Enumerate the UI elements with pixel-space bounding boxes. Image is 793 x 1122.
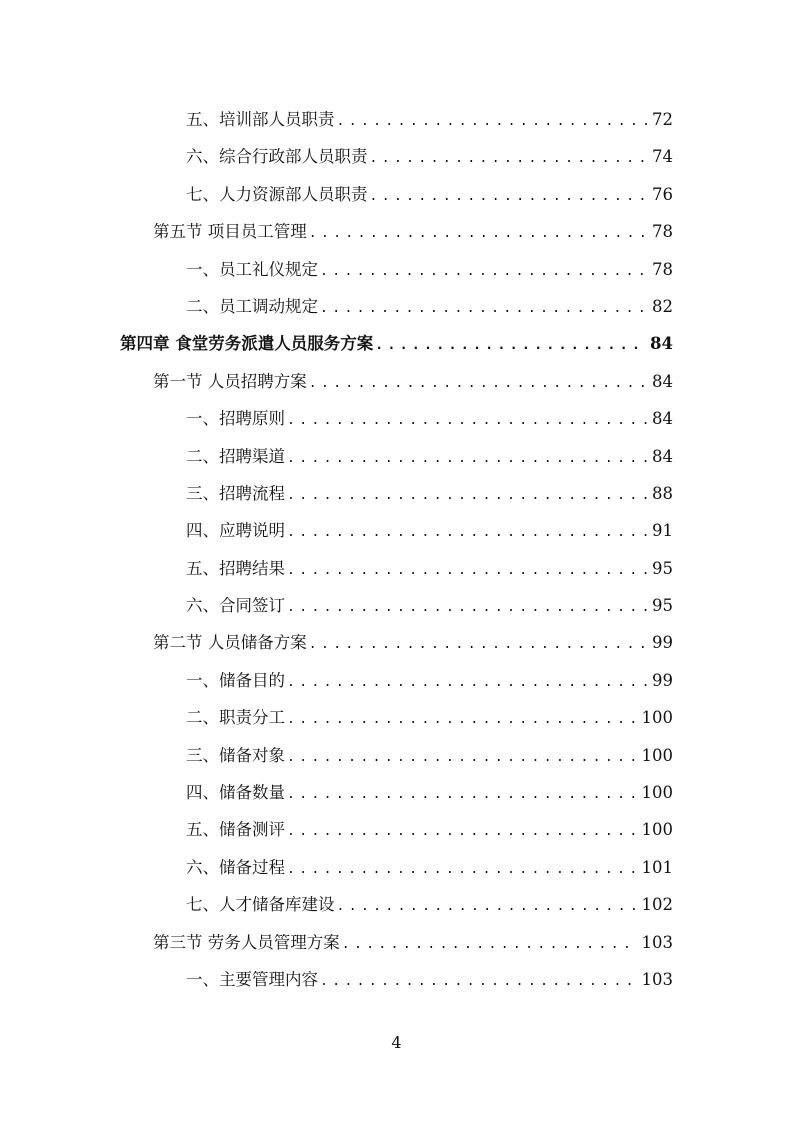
dot-leader: [320, 963, 638, 1000]
toc-entry-title: 第五节 项目员工管理: [153, 222, 307, 242]
dot-leader: [342, 926, 638, 963]
toc-subsection-entry[interactable]: [0, 475, 793, 512]
toc-subsection-entry[interactable]: [0, 587, 793, 624]
toc-entry-title: 七、人才储备库建设: [186, 895, 335, 915]
dot-leader: [370, 178, 649, 215]
toc-entry-page: 91: [652, 521, 673, 541]
toc-subsection-entry[interactable]: [0, 774, 793, 811]
toc-entry-page: 103: [641, 969, 673, 989]
toc-entry-page: 84: [652, 409, 673, 429]
toc-entry-title: 第一节 人员招聘方案: [153, 371, 307, 391]
dot-leader: [309, 215, 648, 252]
page-number: 4: [391, 1033, 402, 1052]
toc-entry-title: 四、储备数量: [186, 783, 285, 803]
toc-subsection-entry[interactable]: [0, 961, 793, 998]
toc-entry-title: 二、员工调动规定: [186, 296, 318, 316]
toc-entry-page: 100: [641, 820, 673, 840]
table-of-contents: [0, 101, 793, 998]
toc-subsection-entry[interactable]: [0, 138, 793, 175]
toc-subsection-entry[interactable]: [0, 550, 793, 587]
dot-leader: [287, 664, 648, 701]
dot-leader: [287, 477, 648, 514]
toc-entry-page: 78: [652, 222, 673, 242]
dot-leader: [287, 552, 648, 589]
toc-subsection-entry[interactable]: [0, 400, 793, 437]
toc-entry-title: 六、合同签订: [186, 596, 285, 616]
toc-subsection-entry[interactable]: [0, 176, 793, 213]
dot-leader: [337, 103, 649, 140]
toc-entry-page: 100: [641, 745, 673, 765]
toc-entry-title: 第三节 劳务人员管理方案: [153, 932, 340, 952]
toc-entry-title: 四、应聘说明: [186, 521, 285, 541]
toc-subsection-entry[interactable]: [0, 699, 793, 736]
toc-entry-title: 六、储备过程: [186, 857, 285, 877]
toc-entry-title: 一、储备目的: [186, 670, 285, 690]
dot-leader: [375, 327, 646, 364]
toc-entry-page: 84: [652, 371, 673, 391]
toc-subsection-entry[interactable]: [0, 737, 793, 774]
dot-leader: [287, 851, 638, 888]
dot-leader: [287, 440, 648, 477]
toc-entry-title: 一、主要管理内容: [186, 969, 318, 989]
toc-entry-title: 第四章 食堂劳务派遣人员服务方案: [120, 334, 374, 354]
toc-entry-page: 76: [652, 184, 673, 204]
toc-subsection-entry[interactable]: [0, 101, 793, 138]
toc-entry-title: 五、招聘结果: [186, 558, 285, 578]
toc-entry-page: 84: [652, 446, 673, 466]
toc-entry-page: 99: [652, 633, 673, 653]
dot-leader: [287, 402, 648, 439]
dot-leader: [309, 626, 648, 663]
toc-entry-title: 三、招聘流程: [186, 483, 285, 503]
toc-entry-page: 102: [641, 895, 673, 915]
dot-leader: [370, 140, 649, 177]
toc-entry-page: 100: [641, 783, 673, 803]
toc-entry-page: 101: [641, 857, 673, 877]
toc-entry-title: 二、职责分工: [186, 708, 285, 728]
toc-entry-title: 五、储备测评: [186, 820, 285, 840]
toc-subsection-entry[interactable]: [0, 849, 793, 886]
toc-section-entry[interactable]: [0, 363, 793, 400]
toc-entry-page: 82: [652, 296, 673, 316]
toc-entry-title: 六、综合行政部人员职责: [186, 147, 368, 167]
toc-entry-page: 100: [641, 708, 673, 728]
toc-subsection-entry[interactable]: [0, 886, 793, 923]
toc-entry-title: 五、培训部人员职责: [186, 110, 335, 129]
toc-subsection-entry[interactable]: [0, 288, 793, 325]
toc-entry-page: 88: [652, 483, 673, 503]
dot-leader: [320, 290, 648, 327]
dot-leader: [287, 701, 638, 738]
dot-leader: [287, 589, 648, 626]
toc-section-entry[interactable]: [0, 624, 793, 661]
toc-entry-title: 一、员工礼仪规定: [186, 259, 318, 279]
dot-leader: [309, 365, 648, 402]
toc-entry-page: 84: [650, 334, 673, 354]
toc-entry-title: 一、招聘原则: [186, 409, 285, 429]
toc-subsection-entry[interactable]: [0, 512, 793, 549]
toc-entry-page: 74: [652, 147, 673, 167]
toc-entry-page: 78: [652, 259, 673, 279]
toc-entry-title: 三、储备对象: [186, 745, 285, 765]
dot-leader: [287, 813, 638, 850]
dot-leader: [287, 514, 648, 551]
toc-entry-page: 99: [652, 670, 673, 690]
toc-entry-title: 二、招聘渠道: [186, 446, 285, 466]
dot-leader: [337, 888, 638, 925]
toc-subsection-entry[interactable]: [0, 438, 793, 475]
dot-leader: [287, 739, 638, 776]
toc-section-entry[interactable]: [0, 924, 793, 961]
toc-entry-page: 95: [652, 558, 673, 578]
toc-subsection-entry[interactable]: [0, 662, 793, 699]
toc-entry-page: 72: [652, 110, 673, 129]
toc-entry-title: 七、人力资源部人员职责: [186, 184, 368, 204]
toc-subsection-entry[interactable]: [0, 811, 793, 848]
toc-entry-title: 第二节 人员储备方案: [153, 633, 307, 653]
toc-section-entry[interactable]: [0, 213, 793, 250]
toc-subsection-entry[interactable]: [0, 251, 793, 288]
dot-leader: [287, 776, 638, 813]
toc-entry-page: 103: [641, 932, 673, 952]
toc-entry-page: 95: [652, 596, 673, 616]
dot-leader: [320, 253, 648, 290]
toc-chapter-entry[interactable]: [0, 325, 793, 362]
